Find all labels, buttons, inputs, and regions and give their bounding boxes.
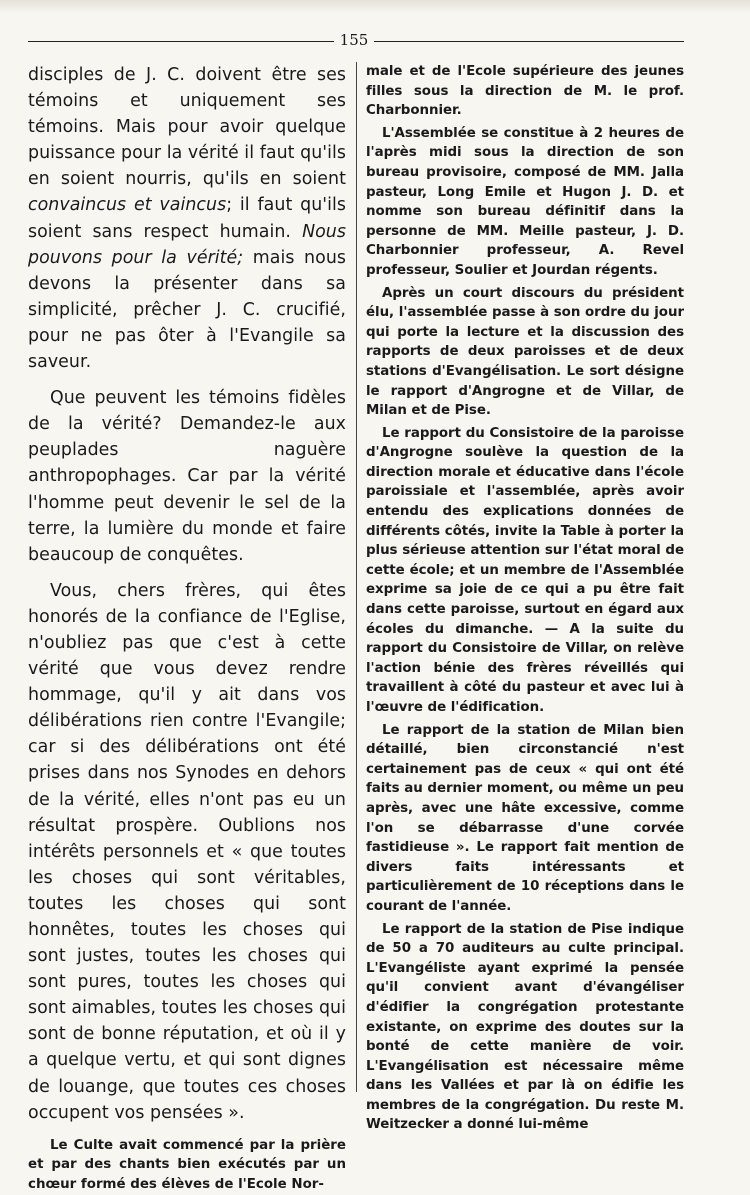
page-number: 155 — [339, 31, 369, 49]
right-column — [366, 62, 684, 1135]
right-paragraph-3: Après un court discours du président élu, l'assemblée passe à son ordre du jour qui porte la lecture et la discussion des rapports de deux paroisses et de deux stations d'Evangélisation. Le sort désigne le rapport d'Angrogne et de Villar, de Milan et de Pise. — [366, 285, 684, 419]
header-rule-left — [28, 41, 334, 42]
left-paragraph-4: Le Culte avait commencé par la prière et par des chants bien exécutés par un chœur formé des élèves de l'Ecole Nor- — [28, 1137, 346, 1192]
left-paragraph-3: Vous, chers frères, qui êtes honorés de la confiance de l'Eglise, n'oubliez pas que c'est à cette vérité que vous devez rendre hommage, qu'il y ait dans vos délibérations rien contre l'Evangile; car si des délibérations ont été prises dans nos Synodes en dehors de la vérité, elles n'ont pas eu un résultat prospère. Oublions nos intérêts personnels et « que toutes les choses qui sont véritables, toutes les choses qui sont honnêtes, toutes les choses qui sont justes, toutes les choses qui sont pures, toutes les choses qui sont aimables, toutes les choses qui sont de bonne réputation, et où il y a quelque vertu, et qui sont dignes de louange, que toutes ces choses occupent vos pensées ». — [28, 580, 346, 1123]
scan-edge-shadow — [0, 0, 750, 14]
right-paragraph-2: L'Assemblée se constitue à 2 heures de l'après midi sous la direction de son bureau provisoire, composé de MM. Jalla pasteur, Long Emile et Hugon J. D. et nomme son bureau définitif dans la personne de MM. Meille pasteur, J. D. Charbonnier professeur, A. Revel professeur, Soulier et Jourdan régents. — [366, 125, 684, 278]
left-p1-italic-a: convaincus et vaincus — [28, 195, 227, 216]
right-paragraph-4: Le rapport du Consistoire de la paroisse d'Angrogne soulève la question de la direction morale et éducative dans l'école paroissiale et l'assemblée, après avoir entendu des explications données de différents côtés, invite la Table à porter la plus sérieuse attention sur l'état moral de cette école; et un membre de l'Assemblée exprime sa joie de ce qui a pu être fait dans cette paroisse, surtout en égard aux écoles du dimanche. — A la suite du rapport du Consistoire de Villar, on relève l'action bénie des frères réveillés qui travaillent à côté du pasteur et avec lui à l'œuvre de l'édification. — [366, 425, 684, 715]
right-paragraph-1: male et de l'Ecole supérieure des jeunes filles sous la direction de M. le prof. Charbonnier. — [366, 64, 684, 119]
left-column — [28, 62, 346, 1195]
header-rule-right — [374, 41, 684, 42]
right-paragraph-5: Le rapport de la station de Milan bien détaillé, bien circonstancié n'est certainement pas de ceux « qui ont été faits au dernier moment, ou même un peu après, avec une hâte excessive, comme l'on se débarrasse d'une corvée fastidieuse ». Le rapport fait mention de divers faits intéressants et particulièrement de 10 réceptions dans le courant de l'année. — [366, 722, 684, 914]
left-paragraph-1 — [28, 62, 346, 375]
right-paragraph-6: Le rapport de la station de Pise indique de 50 a 70 auditeurs au culte principal. L'Evangéliste ayant exprimé la pensée qu'il convient avant d'évangéliser d'édifier la congrégation protestante existante, on exprime des doutes sur la bonté de cette manière de voir. L'Evangélisation est nécessaire même dans les Vallées et par là on édifie les membres de la congrégation. Du reste M. Weitzecker a donné lui-même — [366, 921, 684, 1133]
left-p1-italic-b: Nous pouvons pour la vérité; — [28, 221, 346, 268]
column-divider — [356, 62, 357, 1092]
left-p1-text-a: disciples de J. C. doivent être ses témoins et uniquement ses témoins. Mais pour avoir quelque puissance pour la vérité il faut qu'ils en soient nourris, qu'ils en soient — [28, 65, 346, 190]
left-paragraph-2: Que peuvent les témoins fidèles de la vérité? Demandez-le aux peuplades naguère anthropophages. Car par la vérité l'homme peut devenir le sel de la terre, la lumière du monde et faire beaucoup de conquêtes. — [28, 388, 346, 565]
left-p1-text-c: mais nous devons la présenter dans sa simplicité, prêcher J. C. crucifié, pour ne pas ôter à l'Evangile sa saveur. — [28, 247, 346, 373]
left-p1-text-b: ; il faut qu'ils soient sans respect humain. — [28, 195, 346, 242]
